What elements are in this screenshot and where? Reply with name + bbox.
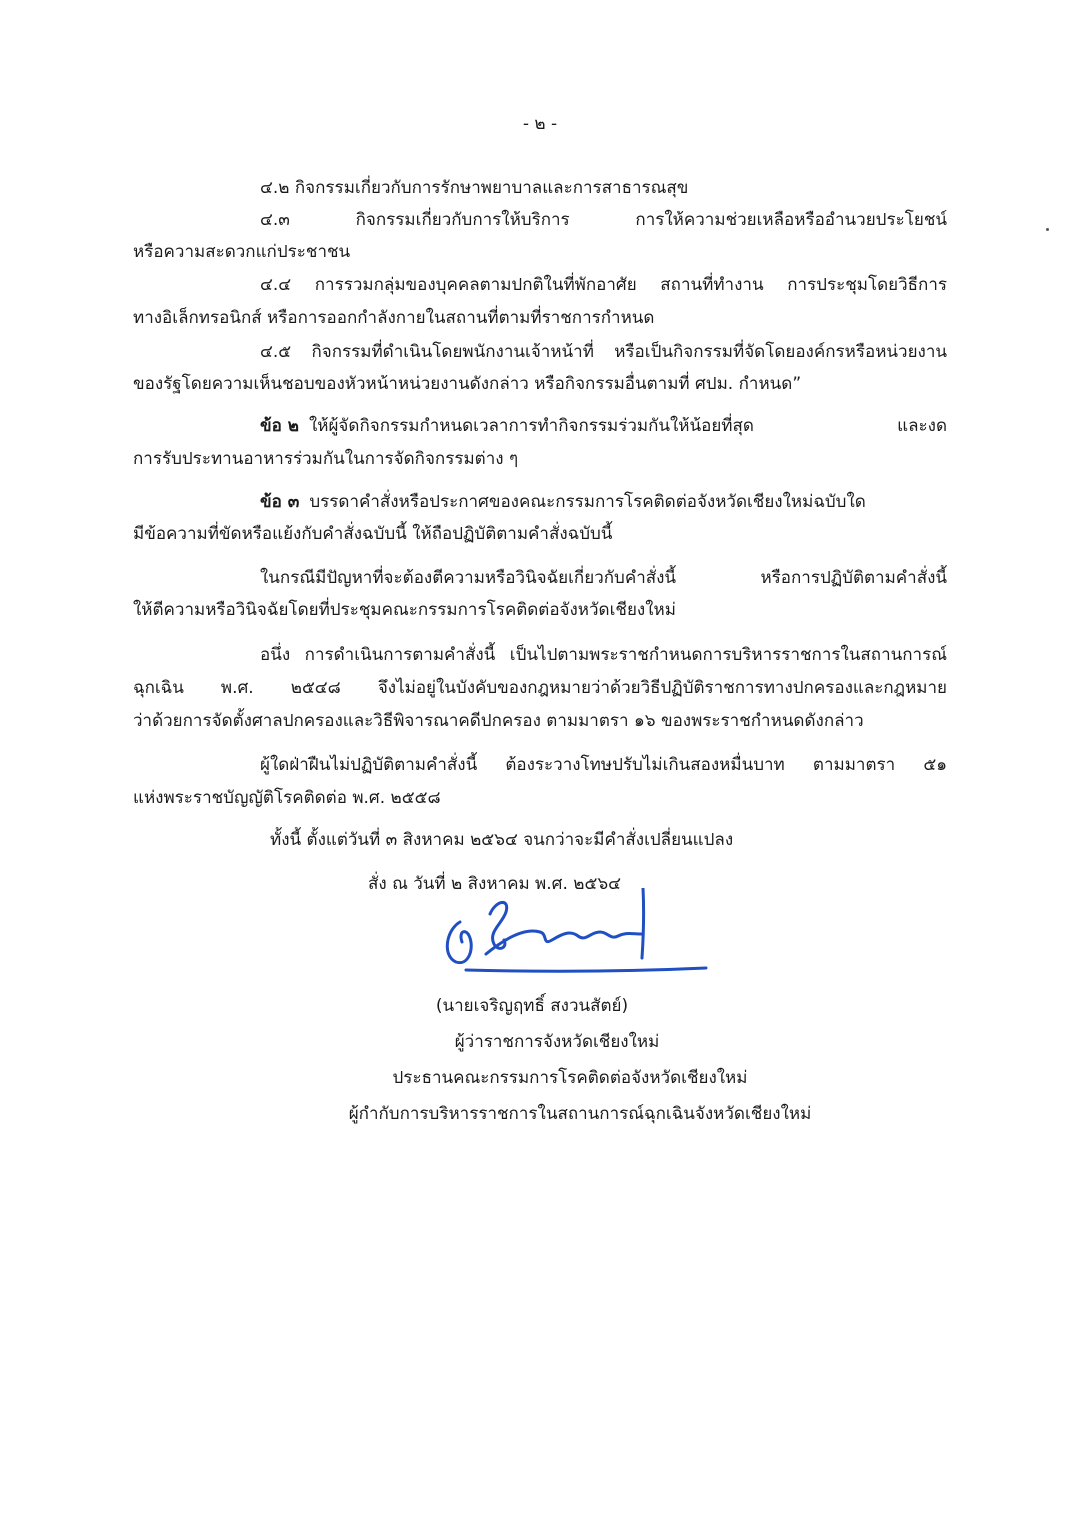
clause-4-4-line2: ทางอิเล็กทรอนิกส์ หรือการออกกำลังกายในสถานที่ตามที่ราชการกำหนด [133, 308, 655, 328]
effective-date: ทั้งนี้ ตั้งแต่วันที่ ๓ สิงหาคม ๒๕๖๔ จนกว่าจะมีคำสั่งเปลี่ยนแปลง [270, 830, 734, 850]
note-line2: ฉุกเฉิน พ.ศ. ๒๕๔๘ จึงไม่อยู่ในบังคับของกฎหมายว่าด้วยวิธีปฏิบัติราชการทางปกครองและกฎหมาย [133, 678, 947, 698]
penalty-line2: แห่งพระราชบัญญัติโรคติดต่อ พ.ศ. ๒๕๕๘ [133, 788, 441, 808]
signatory-title-emergency: ผู้กำกับการบริหารราชการในสถานการณ์ฉุกเฉินจังหวัดเชียงใหม่ [348, 1104, 812, 1124]
order-date: สั่ง ณ วันที่ ๒ สิงหาคม พ.ศ. ๒๕๖๔ [368, 874, 621, 894]
clause-3-line2: มีข้อความที่ขัดหรือแย้งกับคำสั่งฉบับนี้ ให้ถือปฏิบัติตามคำสั่งฉบับนี้ [133, 524, 613, 544]
note-line1: อนึ่ง การดำเนินการตามคำสั่งนี้ เป็นไปตามพระราชกำหนดการบริหารราชการในสถานการณ์ [260, 645, 947, 665]
clause-3-label: ข้อ ๓ [260, 492, 300, 512]
handwritten-signature [438, 888, 713, 988]
clause-4-2: ๔.๒ กิจกรรมเกี่ยวกับการรักษาพยาบาลและการสาธารณสุข [260, 178, 689, 198]
scan-speck [1046, 228, 1049, 231]
clause-2-line2: การรับประทานอาหารร่วมกันในการจัดกิจกรรมต่าง ๆ [133, 449, 519, 469]
note-line3: ว่าด้วยการจัดตั้งศาลปกครองและวิธีพิจารณาคดีปกครอง ตามมาตรา ๑๖ ของพระราชกำหนดดังกล่าว [133, 711, 864, 731]
signatory-name: (นายเจริญฤทธิ์ สงวนสัตย์) [435, 996, 629, 1016]
clause-4-3-line1: ๔.๓ กิจกรรมเกี่ยวกับการให้บริการ การให้ความช่วยเหลือหรืออำนวยประโยชน์ [260, 210, 947, 230]
clause-2-text: ให้ผู้จัดกิจกรรมกำหนดเวลาการทำกิจกรรมร่วมกันให้น้อยที่สุด และงด [308, 416, 947, 436]
clause-3-line1 [260, 490, 947, 514]
clause-4-5-line1: ๔.๕ กิจกรรมที่ดำเนินโดยพนักงานเจ้าหน้าที่ หรือเป็นกิจกรรมที่จัดโดยองค์กรหรือหน่วยงาน [260, 342, 947, 362]
clause-2-line1 [260, 414, 947, 438]
interpretation-line2: ให้ตีความหรือวินิจฉัยโดยที่ประชุมคณะกรรมการโรคติดต่อจังหวัดเชียงใหม่ [133, 600, 676, 620]
penalty-line1: ผู้ใดฝ่าฝืนไม่ปฏิบัติตามคำสั่งนี้ ต้องระวางโทษปรับไม่เกินสองหมื่นบาท ตามมาตรา ๕๑ [260, 755, 947, 775]
clause-4-4-line1: ๔.๔ การรวมกลุ่มของบุคคลตามปกติในที่พักอาศัย สถานที่ทำงาน การประชุมโดยวิธีการ [260, 275, 947, 295]
page-number: - ๒ - [522, 114, 558, 134]
clause-3-text: บรรดาคำสั่งหรือประกาศของคณะกรรมการโรคติดต่อจังหวัดเชียงใหม่ฉบับใด [309, 492, 866, 512]
clause-4-3-line2: หรือความสะดวกแก่ประชาชน [133, 242, 351, 262]
clause-2-label: ข้อ ๒ [260, 416, 299, 436]
clause-4-5-line2: ของรัฐโดยความเห็นชอบของหัวหน้าหน่วยงานดังกล่าว หรือกิจกรรมอื่นตามที่ ศปม. กำหนด” [133, 374, 802, 394]
signatory-title-chairman: ประธานคณะกรรมการโรคติดต่อจังหวัดเชียงใหม่ [392, 1068, 748, 1088]
interpretation-line1: ในกรณีมีปัญหาที่จะต้องตีความหรือวินิจฉัยเกี่ยวกับคำสั่งนี้ หรือการปฏิบัติตามคำสั่งนี้ [260, 568, 947, 588]
signatory-title-governor: ผู้ว่าราชการจังหวัดเชียงใหม่ [454, 1032, 660, 1052]
